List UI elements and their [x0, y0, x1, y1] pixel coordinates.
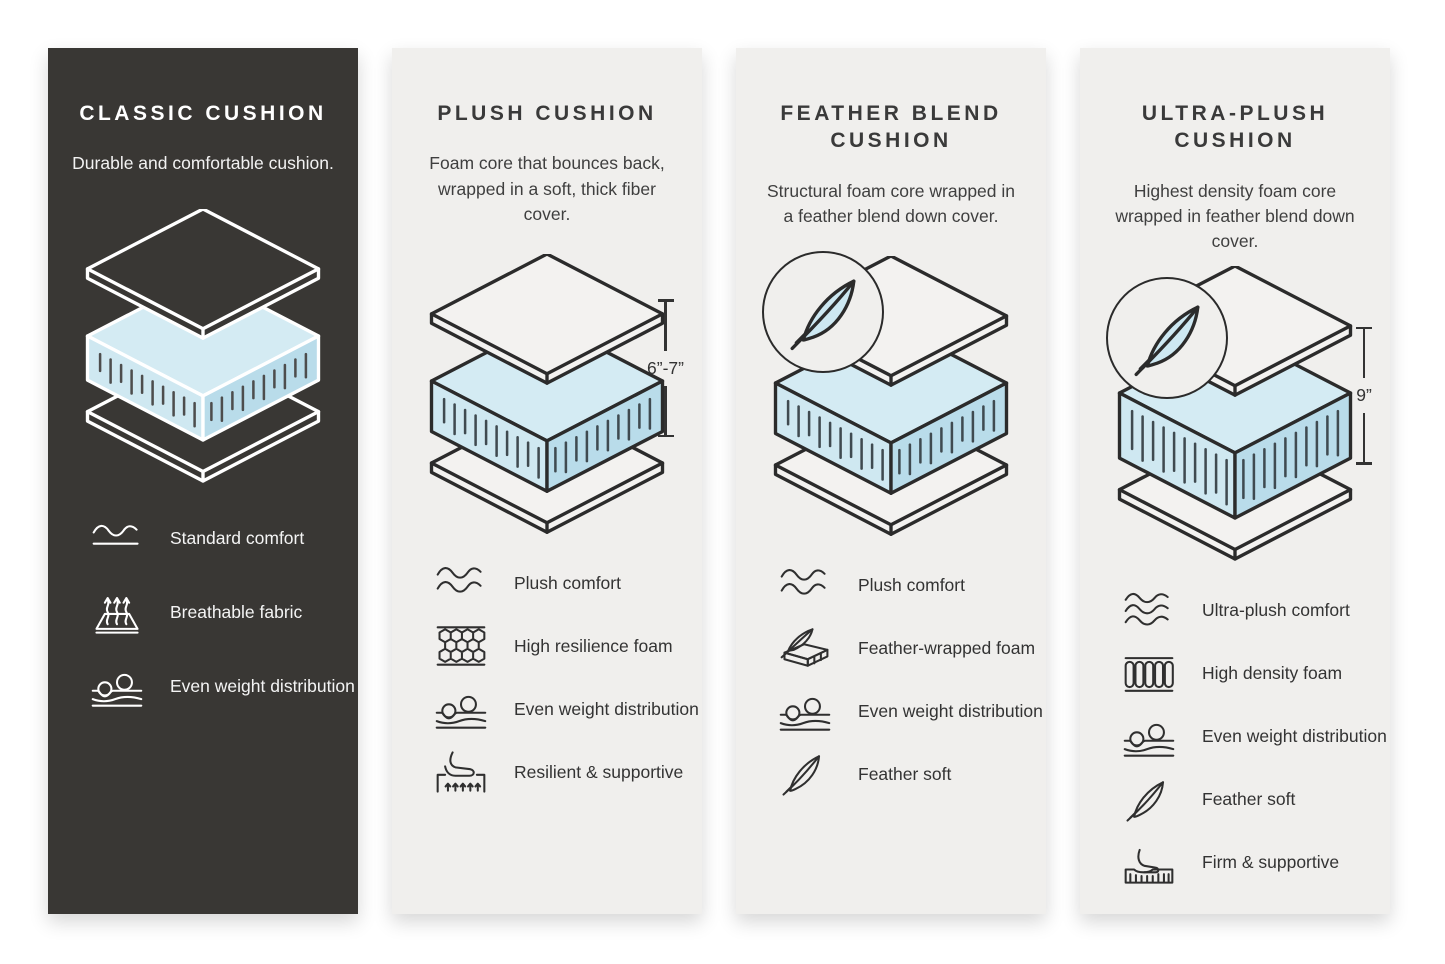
feature-row — [88, 515, 358, 563]
column-classic-cushion — [48, 48, 358, 914]
feature-row — [88, 589, 358, 637]
feature-label: Resilient & supportive — [514, 762, 684, 783]
feature-row — [776, 687, 1046, 735]
column-ultra-plush-cushion — [1080, 48, 1390, 914]
feature-label: Feather soft — [858, 763, 952, 784]
even-weight-icon — [776, 687, 834, 735]
feature-list — [1080, 587, 1390, 887]
feature-label: High resilience foam — [514, 636, 673, 657]
cushion-layers-illustration — [77, 209, 329, 493]
feather-icon — [776, 750, 834, 798]
column-title: FEATHER BLEND CUSHION — [780, 102, 1002, 153]
feature-row — [776, 750, 1046, 798]
column-title: CLASSIC CUSHION — [79, 102, 327, 125]
feature-row — [88, 663, 358, 711]
feature-label: Feather soft — [1202, 789, 1296, 810]
column-description: Structural foam core wrapped in a feather blend down cover. — [766, 180, 1016, 226]
feature-label: Feather-wrapped foam — [858, 637, 1036, 658]
cushion-diagram — [1080, 261, 1390, 571]
column-plush-cushion — [392, 48, 702, 914]
cushion-diagram — [736, 235, 1046, 545]
column-description: Foam core that bounces back, wrapped in a soft, thick fiber cover. — [429, 153, 665, 225]
feature-label: Even weight distribution — [858, 700, 1043, 721]
feather-badge — [1106, 277, 1228, 399]
even-weight-icon — [88, 663, 146, 711]
feature-label: High density foam — [1202, 663, 1343, 684]
density-foam-icon — [1120, 650, 1178, 698]
firm-supportive-icon — [1120, 839, 1178, 887]
cushion-diagram — [48, 183, 358, 493]
feather-badge — [762, 251, 884, 373]
dimension-line — [664, 386, 667, 435]
wave-single-icon — [88, 515, 146, 563]
dimension-label: 6”-7” — [647, 357, 684, 378]
feature-row — [432, 559, 702, 607]
feature-label: Even weight distribution — [514, 699, 699, 720]
even-weight-icon — [432, 685, 490, 733]
wave-double-icon — [432, 559, 490, 607]
feature-label: Plush comfort — [858, 574, 965, 595]
feature-label: Standard comfort — [170, 528, 305, 549]
dimension-label: 9” — [1356, 385, 1372, 406]
cushion-layers-illustration — [421, 254, 673, 544]
feature-label: Even weight distribution — [170, 676, 355, 697]
feature-row — [432, 685, 702, 733]
column-title: ULTRA-PLUSH CUSHION — [1141, 102, 1329, 153]
dimension-cap — [658, 435, 674, 438]
feather-wrapped-foam-icon — [776, 624, 834, 672]
wave-triple-icon — [1120, 587, 1178, 635]
column-description: Highest density foam core wrapped in feather blend down cover. — [1115, 180, 1355, 252]
height-dimension — [647, 299, 684, 437]
feature-row — [776, 561, 1046, 609]
feature-row — [1120, 839, 1390, 887]
feather-badge-icon — [781, 270, 865, 354]
feature-label: Even weight distribution — [1202, 726, 1387, 747]
feature-row — [432, 622, 702, 670]
column-feather-blend-cushion — [736, 48, 1046, 914]
honeycomb-foam-icon — [432, 622, 490, 670]
height-dimension — [1356, 327, 1372, 465]
feature-row — [1120, 776, 1390, 824]
feature-row — [1120, 650, 1390, 698]
dimension-cap — [1356, 462, 1372, 465]
resilient-supportive-icon — [432, 748, 490, 796]
wave-double-icon — [776, 561, 834, 609]
feature-row — [432, 748, 702, 796]
cushion-diagram — [392, 233, 702, 543]
breathable-fabric-icon — [88, 589, 146, 637]
feature-list — [48, 515, 358, 711]
dimension-line — [664, 302, 667, 351]
feature-row — [1120, 587, 1390, 635]
feather-icon — [1120, 776, 1178, 824]
feather-badge-icon — [1125, 296, 1209, 380]
feature-row — [1120, 713, 1390, 761]
feature-list — [392, 559, 702, 796]
column-title: PLUSH CUSHION — [437, 102, 657, 125]
column-description: Durable and comfortable cushion. — [72, 153, 334, 174]
feature-label: Breathable fabric — [170, 602, 303, 623]
feature-label: Firm & supportive — [1202, 852, 1340, 873]
dimension-line — [1363, 329, 1366, 378]
feature-row — [776, 624, 1046, 672]
feature-label: Plush comfort — [514, 573, 621, 594]
feature-list — [736, 561, 1046, 798]
even-weight-icon — [1120, 713, 1178, 761]
dimension-line — [1363, 413, 1366, 462]
feature-label: Ultra-plush comfort — [1202, 600, 1350, 621]
